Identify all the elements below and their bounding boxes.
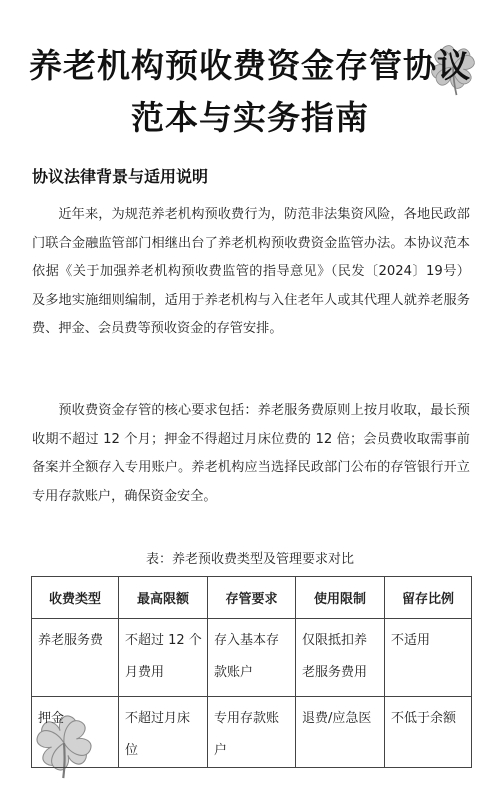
page-title bbox=[0, 40, 500, 144]
column-header: 存管要求 bbox=[208, 577, 296, 619]
table-row bbox=[32, 697, 472, 768]
table-cell: 不适用 bbox=[385, 619, 472, 697]
column-header: 使用限制 bbox=[296, 577, 385, 619]
section-heading: 协议法律背景与适用说明 bbox=[32, 167, 209, 186]
table-cell: 存入基本存款账户 bbox=[208, 619, 296, 697]
column-header: 收费类型 bbox=[32, 577, 119, 619]
table-cell: 仅限抵扣养老服务费用 bbox=[296, 619, 385, 697]
paragraph-background: 近年来，为规范养老机构预收费行为，防范非法集资风险，各地民政部门联合金融监管部门相继出台了养老机构预收费资金监管办法。本协议范本依据《关于加强养老机构预收费监管的指导意见》（民发〔2024〕19号）及多地实施细则编制，适用于养老机构与入住老年人或其代理人就养老服务费、押金、会员费等预收资金的存管安排。 bbox=[32, 207, 470, 336]
table-cell: 退费/应急医 bbox=[296, 697, 385, 768]
title-line-1: 养老机构预收费资金存管协议 bbox=[29, 46, 471, 85]
table-cell: 押金 bbox=[32, 697, 119, 768]
table-cell: 不超过 12 个月费用 bbox=[119, 619, 208, 697]
table-cell: 不超过月床位 bbox=[119, 697, 208, 768]
paragraph-core-requirements: 预收费资金存管的核心要求包括：养老服务费原则上按月收取，最长预收期不超过 12 个月；押金不得超过月床位费的 12 倍；会员费收取需事前备案并全额存入专用账户。养老机构应当选择民政部门公布的存管银行开立专用存款账户，确保资金安全。 bbox=[32, 403, 470, 504]
table-caption: 表：养老预收费类型及管理要求对比 bbox=[145, 552, 354, 567]
table-header-row bbox=[32, 577, 472, 619]
table-cell: 专用存款账户 bbox=[208, 697, 296, 768]
fee-comparison-table bbox=[31, 576, 472, 768]
table-row bbox=[32, 619, 472, 697]
title-line-2: 范本与实务指南 bbox=[131, 98, 369, 137]
column-header: 最高限额 bbox=[119, 577, 208, 619]
table-cell: 养老服务费 bbox=[32, 619, 119, 697]
table-cell: 不低于余额 bbox=[385, 697, 472, 768]
column-header: 留存比例 bbox=[385, 577, 472, 619]
